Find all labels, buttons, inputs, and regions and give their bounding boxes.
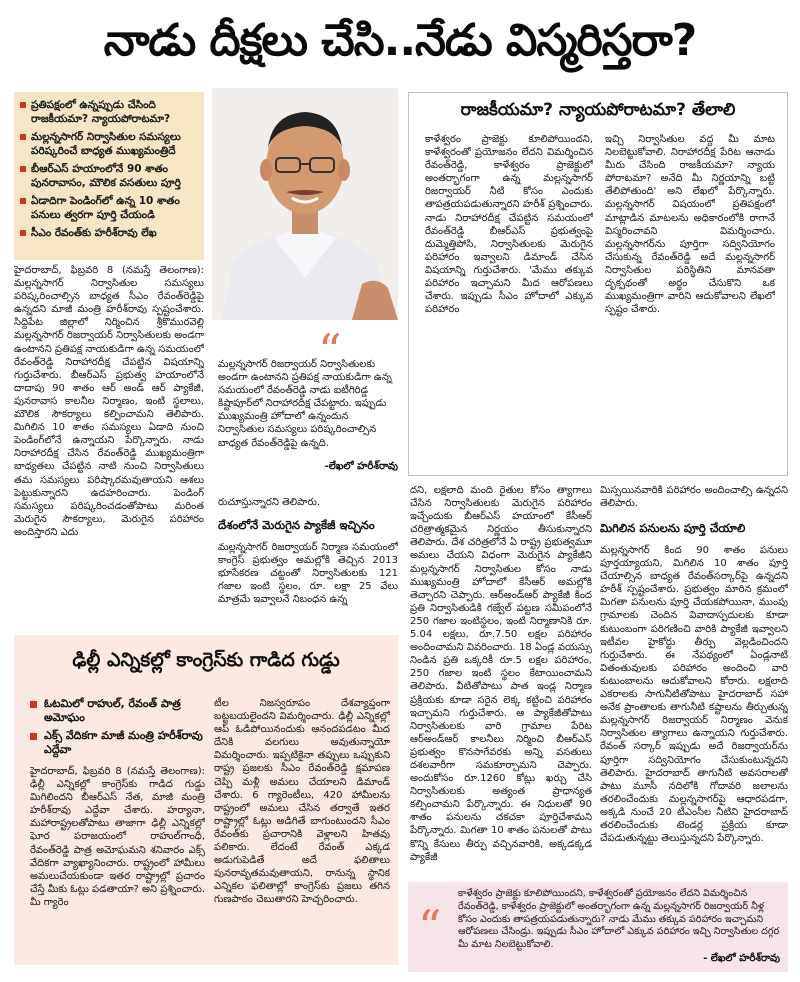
- quote-mark-icon: “: [418, 900, 442, 954]
- headline: నాడు దీక్షలు చేసి..నేడు విస్మరిస్తరా?: [103, 15, 697, 66]
- delhi-column-1: హైదరాబాద్, ఫిబ్రవరి 8 (నమస్తే తెలంగాణ): ఢిల్లీ ఎన్నికల్లో కాంగ్రెస్‌కు గాడిద గుడ్డు మిగిలిందని బీఆర్ఎస్ నేత, మాజీ మంత్రి హరీశ్‌రావు ఎద్దేవా చేశారు. హర్యానా, మహారాష్ట్రలతోపాటు తాజాగా ఢిల్లీ ఎన్నికల్లో ఘోర పరాజయంలో రాహుల్‌గాంధీ, రేవంత్‌రెడ్డి పాత్ర అమోఘమని శనివారం ఎక్స్ వేదికగా వ్యాఖ్యానించారు. రాష్ట్రంలో హామీలు అమలుచేయకుండా ఇతర రాష్ట్రాల్లో ప్రచారం చేస్తే మీకు ఓట్లు పడతాయా? అని ప్రశ్నించారు. మీ గ్యారెం: [30, 766, 205, 908]
- pull-quote-signature: -లేఖలో హరీశ్‌రావు: [324, 461, 398, 472]
- delhi-article-box: [14, 635, 398, 965]
- pull-quote-text: మల్లన్నసాగర్ రిజర్వాయర్ నిర్వాసితులకు అండగా ఉంటానని ప్రతిపక్ష నాయకుడిగా ఉన్న సమయంలో రేవంత్‌రెడ్డి నాడు ఐటీగిరిడ్డ కిష్టాపూర్‌లో నిరాహారదీక్ష చేపట్టారు. ఇప్పుడు ముఖ్యమంత్రి హోదాలో ఉన్నందున నిర్వాసితుల సమస్యలు పరిష్కరించాల్సిన బాధ్యత రేవంత్‌రెడ్డిపై ఉన్నది.: [218, 359, 392, 449]
- highlights-box: [14, 92, 204, 260]
- sidebar-column-1: కాళేశ్వరం ప్రాజెక్టు కూలిపోయిందని, కాళేశ్వరంతో ప్రయోజనం లేదని విమర్శించిన రేవంత్‌రెడ్డి, కాళేశ్వరం ప్రాజెక్టులో అంతర్భాగంగా ఉన్న మల్లన్నసాగర్ రిజర్వాయర్ నీటి కోసం ఎందుకు తాపత్రయపడుతున్నారని హరీశ్ ప్రశ్నించారు. నాడు నిరాహారదీక్ష చేపట్టిన సమయంలో రేవంత్‌రెడ్డి బీఆర్ఎస్ ప్రభుత్వంపై దుమ్మెత్తిపోసి, నిర్వాసితులకు మెరుగైన పరిహారం ఇవ్వాలని డిమాండ్ చేసిన విషయాన్ని గుర్తుచేశారు. 'మేము తక్కువ పరిహారం ఇచ్చామని మీద ఆరోపణలు చేశారు. ఇప్పుడు సీఎం హోదాలో ఎక్కువ పరిహారం: [425, 134, 593, 316]
- highlight-item: ప్రతిపక్షంలో ఉన్నప్పుడు చేసింది రాజకీయమా? న్యాయపోరాటమా?: [20, 98, 198, 126]
- pull-quote: [218, 324, 398, 490]
- bottom-quote-text: కాళేశ్వరం ప్రాజెక్టు కూలిపోయిందని, కాళేశ్వరంతో ప్రయోజనం లేదని విమర్శించిన రేవంత్‌రెడ్డి, కాళేశ్వరం ప్రాజెక్టులో అంతర్భాగంగా ఉన్న మల్లన్నసాగర్ రిజర్వాయర్ నీళ్ల కోసం ఎందుకు తాపత్రయపడుతున్నారు? నాడు మేము తక్కువ పరిహారం ఇచ్చామని ఆరోపణలు చేసిండ్రు. ఇప్పుడు సీఎం హోదాలో ఎక్కువ పరిహారం ఇచ్చి నిర్వాసితుల దగ్గర మీ మాట నిలబెట్టుకోవాలి.: [458, 888, 780, 951]
- delhi-bullet-item: ఎక్స్ వేదికగా మాజీ మంత్రి హరీశ్‌రావు ఎద్దేవా: [30, 729, 205, 757]
- bottom-quote-signature: - లేఖలో హరీశ్‌రావు: [703, 953, 780, 964]
- person-portrait-icon: [212, 88, 398, 320]
- article-column-2: దని, లక్షలాది మంది రైతుల కోసం త్యాగాలు చేసిన నిర్వాసితులకు మెరుగైన పరిహారం ఇచ్చేందుకు బీఆర్ఎస్ హయాంలో కేసీఆర్ చరిత్రాత్మకమైన నిర్ణయం తీసుకున్నారని తెలిపారు. దేశ చరిత్రలోనే ఏ రాష్ట్ర ప్రభుత్వమూ అమలు చేయని విధంగా మెరుగైన ప్యాకేజీని మల్లన్నసాగర్ నిర్వాసితుల కోసం నాడు ముఖ్యమంత్రి హోదాలో కేసీఆర్ అమల్లోకి తెచ్చారని చెప్పారు. ఆర్అండ్ఆర్ ప్యాకేజీ కింద ప్రతి నిర్వాసితుడికి గజ్వేల్ పట్టణ సమీపంలోనే 250 గజాల ఇంటిస్థలం, ఇంటి నిర్మాణానికి రూ. 5.04 లక్షలు, రూ.7.50 లక్షల పరిహారం అందించామని వివరించారు. 18 ఏండ్ల వయస్సు నిండిన ప్రతి ఒక్కరికీ రూ.5 లక్షల పరిహారం, 250 గజాల ఇంటి స్థలం కేటాయించామని తెలిపారు. వీటితోపాటు పాత ఇండ్ల నిర్మాణ ప్రక్రియకు కూడా సరైన లెక్క కట్టించి పరిహారం ఇచ్చామని గుర్తుచేశారు. ఆ ప్యాకేజీతోపాటు నిర్వాసితులకు వారి గ్రామాల పేరిట ఆర్అండ్ఆర్ కాలనీలు నిర్మించి బీఆర్ఎస్ ప్రభుత్వం కొనసాగేవరకు అన్ని వసతులు దశలవారీగా సమకూర్చామని చెప్పారు. అందుకోసం రూ.1260 కోట్లు ఖర్చు చేసి నిర్వాసితులకు అత్యంత ప్రాధాన్యత కల్పించామని పేర్కొన్నారు. ఈ నిధులతో 90 శాతం పనులను చకచకా పూర్తిచేశామని పేర్కొన్నారు. మిగతా 10 శాతం పనులతో పాటు కొన్ని కేసులు తీర్పు వచ్చినవారికి, అక్కడక్కడ ప్యాకేజీ: [410, 485, 592, 863]
- delhi-article-title: ఢిల్లీ ఎన్నికల్లో కాంగ్రెస్‌కు గాడిద గుడ్డు: [72, 649, 340, 671]
- sidebar-box: [408, 92, 788, 476]
- delhi-bullets: [30, 697, 205, 761]
- highlight-item: సీఎం రేవంత్‌కు హరీశ్‌రావు లేఖ: [20, 226, 198, 240]
- quote-mark-icon: “: [318, 324, 342, 378]
- article-column-3-top: మిస్సయినవారికి పరిహారం అందించాల్సి ఉన్నదని తెలిపారు.: [600, 485, 788, 510]
- subheading-remaining-works: మిగిలిన పనులను పూర్తి చేయాలి: [600, 521, 746, 535]
- left-column-text: హైదరాబాద్, ఫిబ్రవరి 8 (నమస్తే తెలంగాణ): మల్లన్నసాగర్ నిర్వాసితుల సమస్యలు పరిష్కరించాల్సిన బాధ్యత సీఎం రేవంత్‌రెడ్డిపై ఉన్నదని మాజీ మంత్రి హరీశ్‌రావు స్పష్టంచేశారు. సిద్దిపేట జిల్లాలో నిర్మించిన శ్రీకొమురవెల్లి మల్లన్నసాగర్ రిజర్వాయర్ నిర్వాసితులకు అండగా ఉంటానని ప్రతిపక్ష నాయకుడిగా ఉన్న సమయంలో రేవంత్‌రెడ్డి నిరాహారదీక్ష చేపట్టిన విషయాన్ని గుర్తుచేశారు. బీఆర్ఎస్ ప్రభుత్వ హయాంలోనే దాదాపు 90 శాతం ఆర్ అండ్ ఆర్ ప్యాకేజీ, పునరావాస కాలనీల నిర్మాణం, ఇంటి స్థలాలు, మౌలిక సౌకర్యాలు కల్పించామని తెలిపారు. మిగిలిన 10 శాతం సమస్యలు ఏడాది నుంచి పెండింగ్‌లోనే ఉన్నాయని పేర్కొన్నారు. నాడు నిరాహారదీక్ష చేసిన రేవంత్‌రెడ్డి ముఖ్యమంత్రిగా బాధ్యతలు చేపట్టిన నాటి నుంచి నిర్వాసితులు తమ సమస్యలు పరిష్కారమవుతాయని ఆశలు పెట్టుకున్నారని ఉదహరించారు. పెండింగ్ సమస్యలు పరిష్కరించడంతోపాటు మరింత మెరుగైన సౌకర్యాలు, మెరుగైన పరిహారం అందిస్తారని ఎదు: [14, 265, 204, 538]
- highlight-item: బీఆర్ఎస్ హయాంలోనే 90 శాతం పునరావాసం, మౌలిక వసతులు పూర్తి: [20, 162, 198, 190]
- sidebar-column-2: ఇచ్చి నిర్వాసితుల వద్ద మీ మాట నిలబెట్టుకోవాలి. నిరాహారదీక్ష పేరిట ఆనాడు మీరు చేసింది రాజకీయమా? న్యాయ పోరాటమా? అనేది మీ నిర్ణయాన్ని బట్టి తేలిపోతుంది' అని లేఖలో పేర్కొన్నారు. మల్లన్నసాగర్ విషయంలో ప్రతిపక్షంలో మాట్లాడిన మాటలను అధికారంలోకి రాగానే విస్మరించావని విమర్శించారు. మల్లన్నసాగర్‌ను పూర్తిగా సద్వినియోగం చేసుకున్న రేవంత్‌రెడ్డి అదే మల్లన్నసాగర్ నిర్వాసితుల పరిస్థితిని మానవతా దృక్పథంతో అర్థం చేసుకొని ఒక ముఖ్యమంత్రిగా వారిని ఆదుకోవాలని లేఖలో స్పష్టం చేశారు.: [605, 134, 775, 316]
- bottom-quote-box: [408, 882, 788, 972]
- article-column-3: మల్లన్నసాగర్ కింద 90 శాతం పనులు పూర్తయ్యాయని, మిగిలిన 10 శాతం పూర్తి చేయాల్సిన బాధ్యత రేవంత్‌సర్కార్‌పై ఉన్నదని హరీశ్ స్పష్టంచేశారు. ప్రభుత్వం మారిన క్రమంలో మిగతా పనులను పూర్తి చేయకపోయినా, ముంపు గ్రామాలకు చెందిన వివాదాస్పదులకు కూడా కుటుంబంగా పరిగణించి వారికి ప్యాకేజీ ఇవ్వాలని ఇటీవల హైకోర్టు తీర్పు వెల్లడించిందని గుర్తుచేశారు. ఈ నేపథ్యంలో ఏండ్లనాటి వితంతువులకు పరిహారం అందించి వారి కుటుంబాలను ఆదుకోవాలని కోరారు. లక్షలాది ఎకరాలకు సాగునీటితోపాటు హైదరాబాద్‌ సహా అనేక ప్రాంతాలకు తాగునీటి కష్టాలను తీర్చుతున్న మల్లన్నసాగర్ రిజర్వాయర్ నిర్మాణం వెనుక నిర్వాసితుల త్యాగాలు ఉన్నాయని గుర్తుచేశారు. రేవంత్ సర్కార్ ఇప్పుడు అదే రిజర్వాయర్‌ను పూర్తిగా సద్వినియోగం చేసుకుంటున్నదని తెలిపారు. హైదరాబాద్ తాగునీటి అవసరాలతో పాటు మూసీ నదిలోకి గోదావరి జలాలను తరలించేందుకు మల్లన్నసాగర్‌పై ఆధారపడగా, అక్కడి నుంచే 20 టీఎంసీల నీటిని హైదరాబాద్ తరలించేందుకు టెండర్ల ప్రక్రియ కూడా చేపడుతున్నట్టు తెలుస్తున్నదని పేర్కొన్నారు.: [600, 545, 788, 845]
- mid-column-text: మల్లన్నసాగర్ రిజర్వాయర్ నిర్మాణ సమయంలో కాంగ్రెస్ ప్రభుత్వం అమల్లోకి తెచ్చిన 2013 భూసేకరణ చట్టంతో నిర్వాసితులకు 121 గజాల ఇంటి స్థలం, రూ. లక్షా 25 వేలు మాత్రమే ఇవ్వాలనే నిబంధన ఉన్న: [218, 542, 398, 606]
- delhi-column-2: టీల నిజస్వరూపం దేశవ్యాప్తంగా బట్టబయలైందని విమర్శించారు. ఢిల్లీ ఎన్నికల్లో ఆప్ ఓడిపోయినందుకు ఆనందపడటం మీద దేనికి వలగులు అవుతున్నాయో విమర్శించారు. ఇప్పటికైనా తప్పులు ఒప్పుకుని రాష్ట్ర ప్రజలకు సీఎం రేవంత్‌రెడ్డి క్షమాపణ చెప్పి మళ్లీ అమలు చేయాలని డిమాండ్ చేశారు. 6 గ్యారెంటీలు, 420 హామీలను రాష్ట్రంలో అమలు చేసిన తర్వాతే ఇతర రాష్ట్రాల్లో ఓట్లు అడిగితే బాగుంటుందని సీఎం రేవంత్‌కు ప్రచారానికి వెళ్లాలని హితవు పలికారు. లేదంటే రేవంత్ ఎక్కడ అడుగుపెడితే అదే ఫలితాలు పునరావృతమవుతాయని, రానున్న స్థానిక ఎన్నికల ఫలితాల్లో కాంగ్రెస్‌కు ప్రజలు తగిన గుణపాఠం చెబుతారని హెచ్చరించారు.: [214, 698, 390, 906]
- highlights-list: [20, 98, 198, 240]
- highlight-item: మల్లన్నసాగర్ నిర్వాసితుల సమస్యలు పరిష్కరించే బాధ్యత ముఖ్యమంత్రిదే: [20, 130, 198, 158]
- sidebar-title: రాజకీయమా? న్యాయపోరాటమా? తేలాలి: [460, 100, 736, 120]
- delhi-bullet-item: ఓటమిలో రాహుల్, రేవంత్ పాత్ర అమోఘం: [30, 697, 205, 725]
- highlight-item: ఏడాదిగా పెండింగ్‌లో ఉన్న 10 శాతం పనులు త్వరగా పూర్తి చేయండి: [20, 194, 198, 222]
- subheading-package: దేశంలోనే మెరుగైన ప్యాకేజీ ఇచ్చినం: [218, 518, 375, 532]
- portrait-photo: [212, 88, 398, 320]
- mid-column-text-top: రుచూస్తున్నారని తెలిపారు.: [218, 497, 321, 508]
